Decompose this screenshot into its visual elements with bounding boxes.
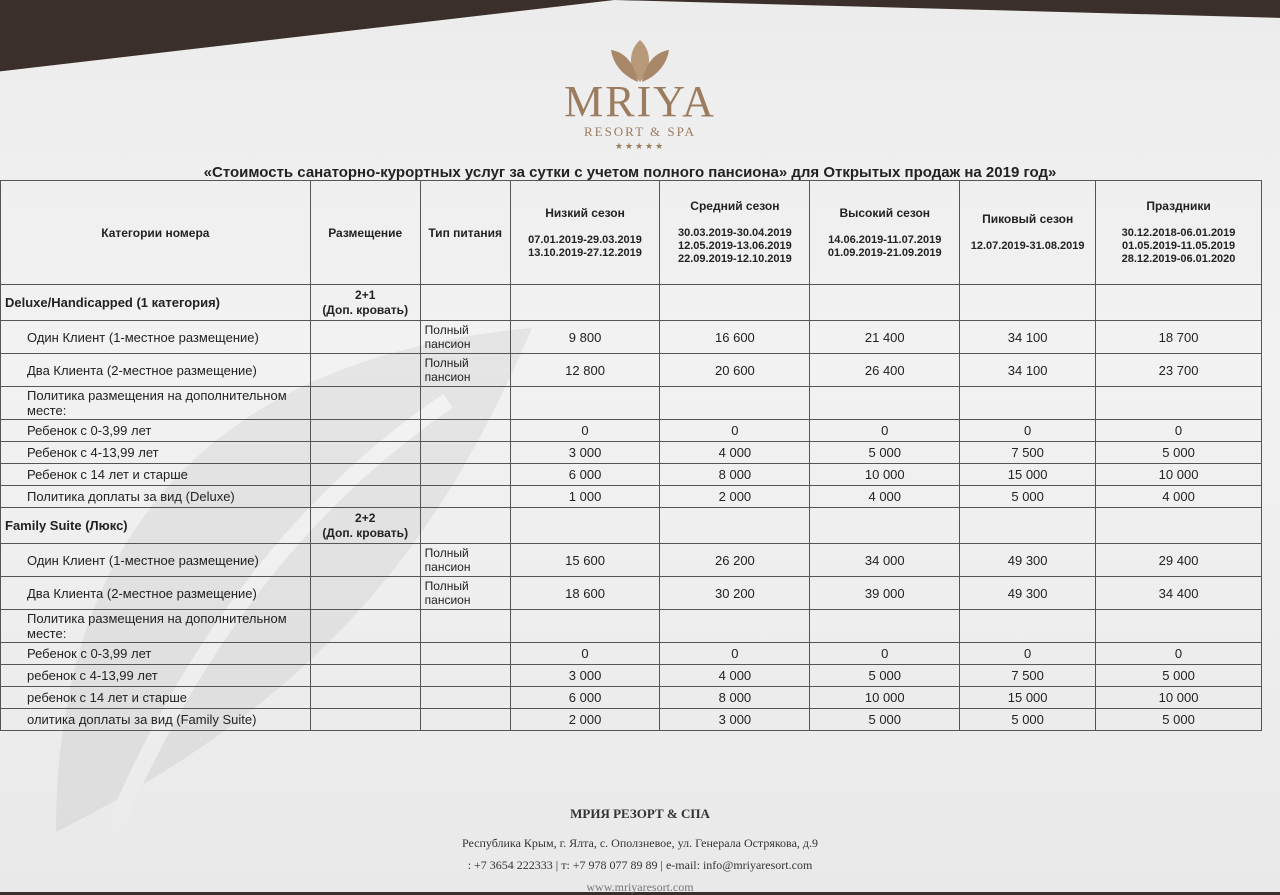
price-cell: 0 — [510, 643, 660, 665]
price-cell: 34 100 — [960, 321, 1096, 354]
empty-cell — [420, 285, 510, 321]
season-dates: 12.07.2019-31.08.2019 — [970, 240, 1085, 252]
price-cell: 5 000 — [810, 709, 960, 731]
empty-cell — [310, 544, 420, 577]
empty-cell — [960, 285, 1096, 321]
empty-cell — [310, 610, 420, 643]
price-cell: 9 800 — [510, 321, 660, 354]
table-row — [1, 464, 1262, 486]
row-meal: Полный пансион — [420, 321, 510, 354]
empty-cell — [810, 508, 960, 544]
price-cell: 3 000 — [660, 709, 810, 731]
section-header-row — [1, 508, 1262, 544]
table-row — [1, 321, 1262, 354]
price-cell: 5 000 — [960, 486, 1096, 508]
header-season — [510, 181, 660, 285]
empty-cell — [810, 285, 960, 321]
row-label: олитика доплаты за вид (Family Suite) — [1, 709, 311, 731]
section-category: Family Suite (Люкс) — [1, 508, 311, 544]
season-dates: 14.06.2019-11.07.2019 01.09.2019-21.09.2019 — [827, 233, 942, 259]
row-label: Политика размещения на дополнительном месте: — [1, 387, 311, 420]
price-cell — [810, 387, 960, 420]
header-row — [1, 181, 1262, 285]
table-row — [1, 420, 1262, 442]
empty-cell — [1096, 285, 1262, 321]
price-cell — [960, 610, 1096, 643]
row-label: Два Клиента (2-местное размещение) — [1, 354, 311, 387]
empty-cell — [310, 665, 420, 687]
price-cell: 0 — [660, 420, 810, 442]
price-cell: 4 000 — [1096, 486, 1262, 508]
price-cell: 49 300 — [960, 577, 1096, 610]
row-meal: Полный пансион — [420, 577, 510, 610]
price-cell: 10 000 — [810, 687, 960, 709]
table-row — [1, 486, 1262, 508]
price-cell: 6 000 — [510, 687, 660, 709]
row-label: Ребенок с 0-3,99 лет — [1, 420, 311, 442]
empty-cell — [310, 486, 420, 508]
season-name: Праздники — [1146, 199, 1211, 213]
row-label: Два Клиента (2-местное размещение) — [1, 577, 311, 610]
header-season — [810, 181, 960, 285]
row-label: Ребенок с 14 лет и старше — [1, 464, 311, 486]
empty-cell — [310, 577, 420, 610]
empty-cell — [310, 464, 420, 486]
table-row — [1, 354, 1262, 387]
season-dates: 07.01.2019-29.03.2019 13.10.2019-27.12.2019 — [528, 233, 642, 259]
row-label: Ребенок с 4-13,99 лет — [1, 442, 311, 464]
section-header-row — [1, 285, 1262, 321]
row-label: Ребенок с 0-3,99 лет — [1, 643, 311, 665]
table-row — [1, 442, 1262, 464]
row-meal — [420, 610, 510, 643]
price-cell — [1096, 387, 1262, 420]
empty-cell — [310, 321, 420, 354]
header-placement: Размещение — [310, 181, 420, 285]
header-category: Категории номера — [1, 181, 311, 285]
empty-cell — [420, 508, 510, 544]
price-cell: 26 200 — [660, 544, 810, 577]
empty-cell — [310, 354, 420, 387]
price-cell: 5 000 — [1096, 442, 1262, 464]
price-cell: 0 — [1096, 643, 1262, 665]
price-table — [0, 180, 1262, 731]
price-cell: 20 600 — [660, 354, 810, 387]
price-cell: 0 — [1096, 420, 1262, 442]
empty-cell — [510, 508, 660, 544]
row-label: Политика доплаты за вид (Deluxe) — [1, 486, 311, 508]
header-season — [660, 181, 810, 285]
table-row — [1, 687, 1262, 709]
price-cell: 8 000 — [660, 464, 810, 486]
row-meal — [420, 709, 510, 731]
season-dates: 30.03.2019-30.04.2019 12.05.2019-13.06.2019 22.09.2019-12.10.2019 — [678, 227, 792, 265]
price-cell: 0 — [810, 420, 960, 442]
price-cell: 0 — [960, 643, 1096, 665]
header-season — [960, 181, 1096, 285]
empty-cell — [310, 420, 420, 442]
footer-address: Республика Крым, г. Ялта, с. Оползневое, ул. Генерала Острякова, д.9 — [461, 836, 818, 850]
price-cell: 23 700 — [1096, 354, 1262, 387]
price-cell: 29 400 — [1096, 544, 1262, 577]
price-cell: 49 300 — [960, 544, 1096, 577]
section-category: Deluxe/Handicapped (1 категория) — [1, 285, 311, 321]
season-dates: 30.12.2018-06.01.2019 01.05.2019-11.05.2019 28.12.2019-06.01.2020 — [1121, 227, 1236, 265]
row-meal — [420, 420, 510, 442]
price-cell: 10 000 — [1096, 687, 1262, 709]
price-cell: 12 800 — [510, 354, 660, 387]
price-cell: 4 000 — [660, 442, 810, 464]
row-label: ребенок с 4-13,99 лет — [1, 665, 311, 687]
price-cell: 7 500 — [960, 442, 1096, 464]
price-cell: 26 400 — [810, 354, 960, 387]
price-cell: 16 600 — [660, 321, 810, 354]
row-label: Один Клиент (1-местное размещение) — [1, 544, 311, 577]
price-cell: 7 500 — [960, 665, 1096, 687]
empty-cell — [310, 387, 420, 420]
price-cell: 5 000 — [810, 442, 960, 464]
price-cell: 21 400 — [810, 321, 960, 354]
price-cell: 15 600 — [510, 544, 660, 577]
price-cell: 30 200 — [660, 577, 810, 610]
price-cell: 5 000 — [810, 665, 960, 687]
row-meal — [420, 442, 510, 464]
footer-site: www.mriyaresort.com — [586, 880, 694, 894]
row-meal: Полный пансион — [420, 544, 510, 577]
table-row — [1, 387, 1262, 420]
empty-cell — [1096, 508, 1262, 544]
footer-company: МРИЯ РЕЗОРТ & СПА — [570, 806, 710, 821]
price-cell: 10 000 — [1096, 464, 1262, 486]
document-title: «Стоимость санаторно-курортных услуг за сутки с учетом полного пансиона» для Открытых продаж на 2019 год» — [203, 164, 1057, 181]
row-meal: Полный пансион — [420, 354, 510, 387]
price-cell: 10 000 — [810, 464, 960, 486]
price-cell: 0 — [810, 643, 960, 665]
price-cell: 18 700 — [1096, 321, 1262, 354]
price-cell: 2 000 — [660, 486, 810, 508]
empty-cell — [310, 643, 420, 665]
price-cell: 5 000 — [1096, 709, 1262, 731]
table-row — [1, 610, 1262, 643]
price-cell: 0 — [960, 420, 1096, 442]
table-row — [1, 709, 1262, 731]
price-cell — [660, 387, 810, 420]
row-label: ребенок с 14 лет и старше — [1, 687, 311, 709]
price-cell: 1 000 — [510, 486, 660, 508]
season-name: Средний сезон — [690, 199, 780, 213]
table-row — [1, 643, 1262, 665]
empty-cell — [660, 285, 810, 321]
price-cell: 5 000 — [960, 709, 1096, 731]
empty-cell — [310, 687, 420, 709]
row-meal — [420, 387, 510, 420]
price-cell — [510, 387, 660, 420]
empty-cell — [310, 442, 420, 464]
price-cell: 3 000 — [510, 665, 660, 687]
price-cell: 15 000 — [960, 464, 1096, 486]
section-placement: 2+2 (Доп. кровать) — [310, 508, 420, 544]
logo-stars: ★★★★★ — [614, 141, 666, 151]
price-cell: 34 400 — [1096, 577, 1262, 610]
price-cell: 15 000 — [960, 687, 1096, 709]
price-cell: 34 000 — [810, 544, 960, 577]
table-row — [1, 577, 1262, 610]
price-cell — [510, 610, 660, 643]
price-cell: 4 000 — [660, 665, 810, 687]
row-meal — [420, 665, 510, 687]
price-cell: 0 — [510, 420, 660, 442]
header-meal: Тип питания — [420, 181, 510, 285]
price-cell — [1096, 610, 1262, 643]
empty-cell — [960, 508, 1096, 544]
price-cell: 3 000 — [510, 442, 660, 464]
empty-cell — [660, 508, 810, 544]
empty-cell — [310, 709, 420, 731]
season-name: Пиковый сезон — [982, 212, 1074, 226]
empty-cell — [510, 285, 660, 321]
header-season — [1096, 181, 1262, 285]
price-cell: 2 000 — [510, 709, 660, 731]
price-cell: 6 000 — [510, 464, 660, 486]
price-cell: 0 — [660, 643, 810, 665]
price-cell: 39 000 — [810, 577, 960, 610]
row-meal — [420, 464, 510, 486]
season-name: Низкий сезон — [545, 205, 625, 220]
row-meal — [420, 687, 510, 709]
price-cell — [810, 610, 960, 643]
section-placement: 2+1 (Доп. кровать) — [310, 285, 420, 321]
price-cell — [960, 387, 1096, 420]
table-row — [1, 544, 1262, 577]
row-label: Политика размещения на дополнительном месте: — [1, 610, 311, 643]
logo-subtitle: RESORT & SPA — [583, 124, 697, 139]
price-cell — [660, 610, 810, 643]
price-cell: 5 000 — [1096, 665, 1262, 687]
row-label: Один Клиент (1-местное размещение) — [1, 321, 311, 354]
row-meal — [420, 486, 510, 508]
price-cell: 34 100 — [960, 354, 1096, 387]
resort-logo — [545, 38, 735, 152]
price-cell: 8 000 — [660, 687, 810, 709]
footer-contacts: : +7 3654 222333 | т: +7 978 077 89 89 | e-mail: info@mriyaresort.com — [467, 858, 813, 872]
price-cell: 4 000 — [810, 486, 960, 508]
price-cell: 18 600 — [510, 577, 660, 610]
season-name: Высокий сезон — [839, 205, 931, 220]
logo-name: MRIYA — [564, 77, 716, 126]
row-meal — [420, 643, 510, 665]
table-row — [1, 665, 1262, 687]
